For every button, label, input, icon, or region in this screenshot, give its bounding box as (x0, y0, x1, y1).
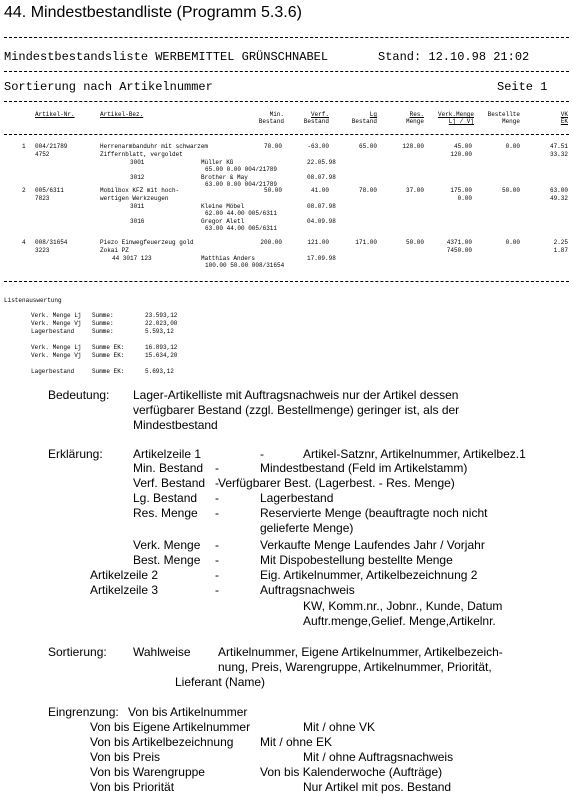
order-line: 63.00 44.00 005/6311 (205, 225, 278, 232)
sortierung-last: Lieferant (Name) (175, 675, 266, 689)
item-verk-vj: 120.00 (450, 151, 472, 158)
item-ek: 1.87 (553, 247, 568, 254)
order-name: Matthias Anders (201, 255, 256, 262)
evaluation-title: Listenauswertung (4, 297, 62, 304)
item-lg: 78.00 (358, 187, 377, 194)
order-kw: 44 3017 123 (112, 255, 152, 262)
eingrenzung-option: Mit / ohne EK (260, 735, 333, 749)
report-header-left: Mindestbestandsliste WERBEMITTEL GRÜNSCHNABEL (4, 50, 329, 64)
order-name: Gregor Aletl (201, 218, 245, 225)
order-kw: 3001 (130, 159, 145, 166)
erklaerung-desc: Auftragsnachweis (260, 583, 355, 597)
item-verk: 45.00 (453, 143, 472, 150)
report-header-right: Stand: 12.10.98 21:02 (378, 50, 530, 64)
erklaerung-extra: KW, Komm.nr., Jobnr., Kunde, Datum Auftr.menge,Gelief. Menge,Artikelnr. (303, 599, 503, 628)
col-artbez: Artikel-Bez. (100, 111, 144, 118)
erklaerung-desc: gelieferte Menge) (260, 521, 354, 535)
order-name: Brother & May (201, 174, 248, 181)
item-artnr: 005/6311 (35, 187, 64, 194)
item-min: 200.00 (260, 239, 282, 246)
eval-label: Verk. Menge Vj (31, 352, 82, 359)
erklaerung-term: Artikelzeile 3 (90, 583, 159, 597)
item-vk: 47.51 (549, 143, 568, 150)
item-verk-vj: 0.00 (457, 195, 472, 202)
item-verk-vj: 7450.00 (446, 247, 472, 254)
col-best: Bestellte Menge (487, 111, 520, 125)
item-artnr2: 4752 (35, 151, 50, 158)
sortierung-sub: Wahlweise (133, 645, 191, 659)
eingrenzung-range: Von bis Warengruppe (90, 765, 205, 779)
item-res: 128.00 (402, 143, 424, 150)
item-number: 2 (22, 187, 26, 194)
item-bez1: Piezo Einwegfeuerzeug gold (100, 239, 194, 246)
eingrenzung-option: Mit / ohne VK (303, 720, 376, 734)
erklaerung-desc: Artikel-Satznr, Artikelnummer, Artikelbez.1 (303, 447, 526, 461)
eval-sum-label: Summe: (92, 328, 114, 335)
eval-label: Verk. Menge Lj (31, 312, 82, 319)
eingrenzung-label: Eingrenzung: (48, 705, 119, 719)
order-name: Kleine Möbel (201, 203, 245, 210)
col-min: Min. Bestand (258, 111, 284, 125)
erklaerung-term: Verf. Bestand (133, 476, 206, 490)
sortierung-text: Artikelnummer, Eigene Artikelnummer, Artikelbezeich- nung, Preis, Warengruppe, Artikelnummer, Priorität, (218, 645, 503, 674)
erklaerung-label: Erklärung: (48, 447, 103, 461)
report-page-number: Seite 1 (497, 80, 548, 94)
divider (4, 37, 569, 38)
bedeutung-text: Lager-Artikelliste mit Auftragsnachweis nur der Artikel dessen verfügbarer Bestand (zzgl. Bestellmenge) geringer ist, als der Mindestbestand (133, 388, 460, 432)
eingrenzung-option: Mit / ohne Auftragsnachweis (303, 750, 454, 764)
order-date: 22.05.98 (307, 159, 336, 166)
erklaerung-desc: Reservierte Menge (beauftragte noch nicht (260, 506, 488, 520)
erklaerung-dash: - (215, 506, 219, 520)
erklaerung-term: Min. Bestand (133, 461, 204, 475)
col-verk: Verk.Menge Lj / Vj (437, 111, 474, 125)
item-verf: 41.00 (310, 187, 329, 194)
item-bez2: Zokai PZ (100, 247, 129, 254)
eval-label: Verk. Menge Vj (31, 320, 82, 327)
item-artnr: 004/21789 (35, 143, 68, 150)
eval-value: 5.693,12 (145, 368, 174, 375)
item-verk: 4371.00 (446, 239, 472, 246)
item-number: 4 (22, 239, 26, 246)
item-best: 50.00 (501, 187, 520, 194)
order-date: 17.09.98 (307, 255, 336, 262)
item-best: 0.00 (505, 239, 520, 246)
eval-value: 16.893,12 (145, 344, 178, 351)
erklaerung-term: Verk. Menge (133, 538, 201, 552)
erklaerung-dash: - (215, 491, 219, 505)
eval-label: Lagerbestand (31, 328, 75, 335)
erklaerung-dash: - (215, 538, 219, 552)
order-date: 08.07.98 (307, 174, 336, 181)
eingrenzung-option: Nur Artikel mit pos. Bestand (303, 780, 452, 794)
erklaerung-term: Res. Menge (133, 506, 198, 520)
eingrenzung-first: Von bis Artikelnummer (128, 705, 248, 719)
divider (4, 281, 569, 282)
item-number: 1 (22, 143, 26, 150)
report-sort-line: Sortierung nach Artikelnummer (4, 80, 213, 94)
order-line: 100.00 50.00 008/31654 (205, 262, 285, 269)
sortierung-label: Sortierung: (48, 645, 107, 659)
erklaerung-dash: - (215, 568, 219, 582)
eval-value: 22.023,00 (145, 320, 178, 327)
item-vk: 63.00 (549, 187, 568, 194)
item-lg: 171.00 (355, 239, 377, 246)
item-vk: 2.25 (553, 239, 568, 246)
item-ek: 33.32 (549, 151, 568, 158)
col-verf: Verf. Bestand (303, 111, 329, 125)
item-min: 70.00 (263, 143, 282, 150)
order-line: 62.00 44.00 005/6311 (205, 210, 278, 217)
eval-sum-label: Summe EK: (92, 352, 125, 359)
page-title: 44. Mindestbestandliste (Programm 5.3.6) (4, 4, 302, 21)
order-kw: 3012 (130, 174, 145, 181)
item-bez1: Herrenarmbanduhr mit schwarzem (100, 143, 209, 150)
col-vk: VK EK (560, 111, 568, 125)
item-verk: 175.00 (450, 187, 472, 194)
order-date: 04.09.98 (307, 218, 336, 225)
eval-label: Verk. Menge Lj (31, 344, 82, 351)
item-bez2: Ziffernblatt, vergoldet (100, 151, 183, 158)
item-verf: 121.00 (307, 239, 329, 246)
item-lg: 65.00 (358, 143, 377, 150)
erklaerung-desc: Verfügbarer Best. (Lagerbest. - Res. Menge) (218, 476, 455, 490)
erklaerung-desc: Mit Dispobestellung bestellte Menge (260, 553, 453, 567)
eval-value: 5.593,12 (145, 328, 174, 335)
item-ek: 49.32 (549, 195, 568, 202)
erklaerung-dash: - (215, 476, 219, 490)
item-artnr2: 3223 (35, 247, 50, 254)
order-date: 08.07.98 (307, 203, 336, 210)
eval-value: 23.593,12 (145, 312, 178, 319)
divider (4, 101, 569, 102)
item-verf: -63.00 (307, 143, 329, 150)
erklaerung-term: Best. Menge (133, 553, 201, 567)
divider (4, 71, 569, 72)
item-res: 50.00 (405, 239, 424, 246)
col-res: Res. Menge (405, 111, 424, 125)
erklaerung-term: Artikelzeile 1 (133, 447, 202, 461)
eval-value: 15.634,20 (145, 352, 178, 359)
order-kw: 3016 (130, 218, 145, 225)
bedeutung-label: Bedeutung: (48, 388, 110, 402)
item-min: 50.00 (263, 187, 282, 194)
erklaerung-desc: Lagerbestand (260, 491, 334, 505)
eval-sum-label: Summe EK: (92, 368, 125, 375)
item-bez2: wertigen Werkzeugen (100, 195, 169, 202)
erklaerung-dash: - (215, 583, 219, 597)
item-artnr: 008/31654 (35, 239, 68, 246)
erklaerung-desc: Eig. Artikelnummer, Artikelbezeichnung 2 (260, 568, 478, 582)
erklaerung-term: Lg. Bestand (133, 491, 198, 505)
item-res: 37.00 (405, 187, 424, 194)
eval-sum-label: Summe: (92, 312, 114, 319)
eingrenzung-range: Von bis Preis (90, 750, 161, 764)
eingrenzung-range: Von bis Artikelbezeichnung (90, 735, 234, 749)
eingrenzung-range: Von bis Priorität (90, 780, 175, 794)
erklaerung-dash: - (215, 553, 219, 567)
erklaerung-dash: - (215, 461, 219, 475)
order-kw: 3011 (130, 203, 145, 210)
eingrenzung-option: Von bis Kalenderwoche (Aufträge) (260, 765, 443, 779)
col-artnr: Artikel-Nr. (35, 111, 75, 118)
order-line: 65.00 0.00 004/21789 (205, 166, 278, 173)
eval-label: Lagerbestand (31, 368, 75, 375)
eval-sum-label: Summe EK: (92, 344, 125, 351)
col-lg: Lg Bestand (351, 111, 377, 125)
order-line: 63.00 0.00 004/21789 (205, 181, 278, 188)
divider (4, 134, 569, 135)
erklaerung-term: Artikelzeile 2 (90, 568, 159, 582)
erklaerung-desc: Verkaufte Menge Laufendes Jahr / Vorjahr (260, 538, 485, 552)
item-best: 0.00 (505, 143, 520, 150)
erklaerung-dash: - (260, 447, 264, 461)
order-name: Müller KG (201, 159, 234, 166)
eval-sum-label: Summe: (92, 320, 114, 327)
item-bez1: Mobilbox KFZ mit hoch- (100, 187, 180, 194)
eingrenzung-range: Von bis Eigene Artikelnummer (90, 720, 251, 734)
erklaerung-desc: Mindestbestand (Feld im Artikelstamm) (260, 461, 468, 475)
item-artnr2: 7823 (35, 195, 50, 202)
